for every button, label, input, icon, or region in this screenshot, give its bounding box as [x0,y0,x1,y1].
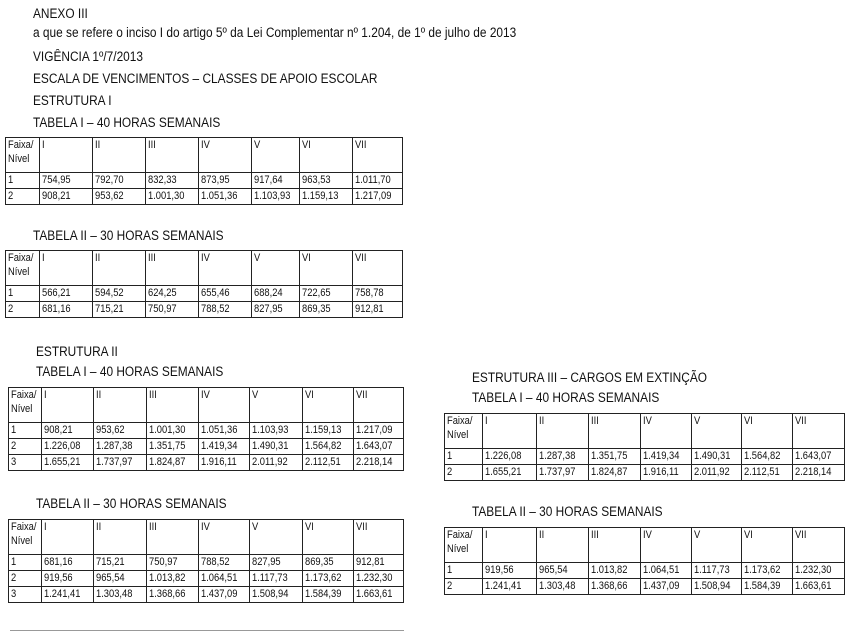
header-text: VI [304,521,314,533]
header-level-iv [199,251,252,286]
salary-cell: 566,21 [40,286,93,302]
salary-cell: 1.117,73 [692,563,742,579]
salary-cell: 2.011,92 [249,455,302,471]
header-text: I [43,521,47,533]
header-level-ii [537,414,589,449]
header-level-v [252,251,300,286]
header-level-vii [353,520,403,555]
salary-cell: 1.916,11 [641,465,692,481]
salary-cell: 750,97 [146,555,198,571]
header-level-i [40,138,93,173]
salary-table-structure-3-30h [444,527,845,595]
salary-cell: 827,95 [252,302,300,318]
table-row [445,449,845,465]
table-row [9,555,404,571]
header-level-iv [641,414,692,449]
header-text: I [42,139,45,151]
header-level-vii [353,138,403,173]
header-text: II [539,529,545,541]
salary-cell: 1.241,41 [483,579,537,595]
header-text: Faixa/ Nível [447,529,473,555]
salary-cell: 681,16 [41,555,93,571]
salary-cell: 1.643,07 [353,439,403,455]
salary-cell: 1.103,93 [252,189,300,205]
salary-cell: 1.303,48 [537,579,589,595]
salary-cell: 1.737,97 [537,465,589,481]
legal-reference: a que se refere o inciso I do artigo 5º da Lei Complementar nº 1.204, de 1º de julho de 2013 [33,25,517,40]
salary-cell: 1.419,34 [641,449,692,465]
salary-cell: 688,24 [252,286,300,302]
header-text: VI [302,252,311,264]
salary-cell: 1.419,34 [198,439,249,455]
header-text: V [251,389,259,401]
table-row [9,455,404,471]
salary-table-structure-2-40h [8,387,404,471]
header-level-vii [353,388,403,423]
salary-cell: 655,46 [199,286,252,302]
salary-cell: 1.287,38 [537,449,589,465]
header-level-i [41,388,93,423]
salary-cell: 681,16 [40,302,93,318]
salary-cell: 1.217,09 [353,189,403,205]
salary-cell: 1.564,82 [742,449,793,465]
header-text: III [148,389,157,401]
salary-cell: 1.117,73 [249,571,302,587]
header-level-vi [742,414,793,449]
bottom-rule [10,630,404,631]
header-text: I [43,389,47,401]
header-text: II [95,521,102,533]
header-level-vi [300,138,353,173]
faixa-cell: 2 [6,302,40,318]
salary-table-structure-3-40h [444,413,845,481]
salary-cell: 1.437,09 [198,587,249,603]
salary-cell: 1.824,87 [589,465,641,481]
salary-cell: 1.584,39 [302,587,353,603]
table-row [9,571,404,587]
table-row [6,173,403,189]
header-text: I [485,415,488,427]
salary-cell: 1.217,09 [353,423,403,439]
table-row [6,286,403,302]
header-text: VI [744,415,753,427]
header-text: VI [304,389,314,401]
salary-cell: 1.508,94 [249,587,302,603]
salary-cell: 908,21 [40,189,93,205]
salary-cell: 1.368,66 [146,587,198,603]
header-text: III [591,415,599,427]
structure-1-title: ESTRUTURA I [33,93,112,108]
salary-cell: 1.508,94 [692,579,742,595]
faixa-cell: 1 [445,563,483,579]
header-text: Faixa/ Nível [8,252,34,278]
salary-table-structure-2-30h [8,519,404,603]
header-text: VII [355,252,367,264]
header-level-ii [537,528,589,563]
faixa-cell: 1 [6,286,40,302]
salary-cell: 1.103,93 [249,423,302,439]
header-level-iii [146,520,198,555]
salary-cell: 1.737,97 [93,455,146,471]
header-level-v [692,528,742,563]
salary-cell: 1.655,21 [41,455,93,471]
salary-cell: 788,52 [198,555,249,571]
salary-cell: 1.584,39 [742,579,793,595]
salary-cell: 722,65 [300,286,353,302]
annex-label: ANEXO III [33,6,88,21]
structure-2-table-2-title: TABELA II – 30 HORAS SEMANAIS [36,496,227,511]
header-level-ii [93,251,146,286]
header-level-vi [742,528,793,563]
salary-cell: 624,25 [146,286,199,302]
header-faixa-nivel [6,138,40,173]
header-level-iii [146,388,198,423]
table-header-row [9,388,404,423]
structure-2-title: ESTRUTURA II [36,344,118,359]
header-level-vii [353,251,403,286]
salary-cell: 869,35 [300,302,353,318]
faixa-cell: 1 [9,423,42,439]
salary-cell: 912,81 [353,302,403,318]
header-level-ii [93,388,146,423]
salary-cell: 1.655,21 [483,465,537,481]
salary-cell: 1.013,82 [589,563,641,579]
structure-3-table-2-title: TABELA II – 30 HORAS SEMANAIS [472,504,663,519]
header-text: IV [643,415,652,427]
header-faixa-nivel [9,388,42,423]
salary-cell: 919,56 [483,563,537,579]
salary-cell: 788,52 [199,302,252,318]
structure-3-title: ESTRUTURA III – CARGOS EM EXTINÇÃO [472,370,708,385]
faixa-cell: 3 [9,455,42,471]
table-header-row [6,251,403,286]
header-level-i [483,528,537,563]
header-text: III [148,139,156,151]
structure-1-table-1-title: TABELA I – 40 HORAS SEMANAIS [33,115,221,130]
header-text: I [485,529,488,541]
header-level-v [249,388,302,423]
salary-cell: 963,53 [300,173,353,189]
salary-cell: 1.351,75 [589,449,641,465]
salary-cell: 750,97 [146,302,199,318]
header-level-vii [793,528,845,563]
faixa-cell: 1 [9,555,42,571]
header-level-v [692,414,742,449]
header-text: VII [355,389,368,401]
salary-cell: 1.351,75 [146,439,198,455]
salary-cell: 1.226,08 [41,439,93,455]
table-row [6,189,403,205]
salary-cell: 1.001,30 [146,189,199,205]
salary-cell: 965,54 [537,563,589,579]
salary-cell: 2.011,92 [692,465,742,481]
table-row [9,439,404,455]
table-row [445,563,845,579]
header-text: II [95,389,102,401]
salary-cell: 2.218,14 [793,465,845,481]
header-text: VI [302,139,311,151]
header-level-vii [793,414,845,449]
salary-cell: 1.001,30 [146,423,198,439]
faixa-cell: 2 [6,189,40,205]
header-level-iv [198,388,249,423]
header-level-ii [93,138,146,173]
header-level-iv [198,520,249,555]
salary-cell: 1.011,70 [353,173,403,189]
salary-cell: 1.051,36 [199,189,252,205]
salary-cell: 1.051,36 [198,423,249,439]
salary-cell: 917,64 [252,173,300,189]
structure-2-table-1-title: TABELA I – 40 HORAS SEMANAIS [36,364,224,379]
salary-cell: 1.564,82 [302,439,353,455]
table-row [9,423,404,439]
salary-cell: 1.490,31 [692,449,742,465]
salary-cell: 912,81 [353,555,403,571]
salary-cell: 1.241,41 [41,587,93,603]
header-text: IV [201,252,210,264]
salary-cell: 1.663,61 [793,579,845,595]
salary-cell: 1.368,66 [589,579,641,595]
header-text: I [42,252,45,264]
salary-cell: 1.064,51 [641,563,692,579]
header-level-iii [146,251,199,286]
salary-cell: 832,33 [146,173,199,189]
salary-cell: 873,95 [199,173,252,189]
scale-title: ESCALA DE VENCIMENTOS – CLASSES DE APOIO ESCOLAR [33,71,378,86]
header-text: V [254,139,261,151]
header-level-iii [589,414,641,449]
header-text: VII [355,139,367,151]
salary-cell: 758,78 [353,286,403,302]
header-faixa-nivel [6,251,40,286]
salary-cell: 965,54 [93,571,146,587]
header-text: III [148,252,156,264]
structure-1-table-2-title: TABELA II – 30 HORAS SEMANAIS [33,228,224,243]
header-text: IV [200,521,210,533]
salary-cell: 1.064,51 [198,571,249,587]
salary-cell: 1.916,11 [198,455,249,471]
header-level-vi [300,251,353,286]
header-level-iv [199,138,252,173]
salary-cell: 1.287,38 [93,439,146,455]
validity-date: VIGÊNCIA 1º/7/2013 [33,49,144,64]
salary-cell: 1.159,13 [300,189,353,205]
header-text: V [251,521,259,533]
faixa-cell: 1 [6,173,40,189]
salary-table-structure-1-40h [5,137,403,205]
header-level-iii [589,528,641,563]
header-text: IV [200,389,210,401]
header-text: VII [355,521,368,533]
faixa-cell: 1 [445,449,483,465]
salary-cell: 2.112,51 [302,455,353,471]
salary-cell: 919,56 [41,571,93,587]
header-level-vi [302,388,353,423]
header-level-vi [302,520,353,555]
faixa-cell: 3 [9,587,42,603]
salary-cell: 1.663,61 [353,587,403,603]
header-level-iv [641,528,692,563]
salary-cell: 1.226,08 [483,449,537,465]
salary-cell: 1.173,62 [742,563,793,579]
header-level-iii [146,138,199,173]
header-level-v [252,138,300,173]
salary-cell: 1.232,30 [353,571,403,587]
header-level-i [41,520,93,555]
salary-cell: 2.112,51 [742,465,793,481]
salary-cell: 594,52 [93,286,146,302]
header-text: VII [795,529,807,541]
header-text: Faixa/ Nível [11,521,37,547]
table-header-row [6,138,403,173]
header-text: IV [201,139,210,151]
table-header-row [445,528,845,563]
header-text: III [148,521,157,533]
header-level-v [249,520,302,555]
salary-cell: 1.643,07 [793,449,845,465]
header-text: VI [744,529,753,541]
table-header-row [445,414,845,449]
salary-cell: 1.303,48 [93,587,146,603]
header-text: VII [795,415,807,427]
header-text: III [591,529,599,541]
salary-cell: 2.218,14 [353,455,403,471]
header-level-i [483,414,537,449]
structure-3-table-1-title: TABELA I – 40 HORAS SEMANAIS [472,390,660,405]
faixa-cell: 2 [445,465,483,481]
header-faixa-nivel [445,414,483,449]
table-row [6,302,403,318]
salary-cell: 869,35 [302,555,353,571]
header-level-ii [93,520,146,555]
header-text: Faixa/ Nível [447,415,473,441]
table-row [445,579,845,595]
table-header-row [9,520,404,555]
salary-cell: 908,21 [41,423,93,439]
salary-cell: 1.013,82 [146,571,198,587]
header-text: Faixa/ Nível [8,139,34,165]
faixa-cell: 2 [445,579,483,595]
salary-cell: 1.490,31 [249,439,302,455]
header-text: V [694,415,701,427]
salary-cell: 792,70 [93,173,146,189]
salary-cell: 953,62 [93,423,146,439]
header-text: II [95,139,101,151]
faixa-cell: 2 [9,439,42,455]
salary-cell: 754,95 [40,173,93,189]
header-text: Faixa/ Nível [11,389,37,415]
header-faixa-nivel [9,520,42,555]
faixa-cell: 2 [9,571,42,587]
table-row [445,465,845,481]
header-text: V [694,529,701,541]
salary-cell: 1.824,87 [146,455,198,471]
header-text: V [254,252,261,264]
header-faixa-nivel [445,528,483,563]
salary-cell: 1.232,30 [793,563,845,579]
header-level-i [40,251,93,286]
salary-cell: 1.437,09 [641,579,692,595]
salary-cell: 1.159,13 [302,423,353,439]
header-text: II [95,252,101,264]
salary-cell: 827,95 [249,555,302,571]
header-text: II [539,415,545,427]
table-row [9,587,404,603]
salary-table-structure-1-30h [5,250,403,318]
header-text: IV [643,529,652,541]
salary-cell: 715,21 [93,302,146,318]
salary-cell: 715,21 [93,555,146,571]
salary-cell: 1.173,62 [302,571,353,587]
salary-cell: 953,62 [93,189,146,205]
